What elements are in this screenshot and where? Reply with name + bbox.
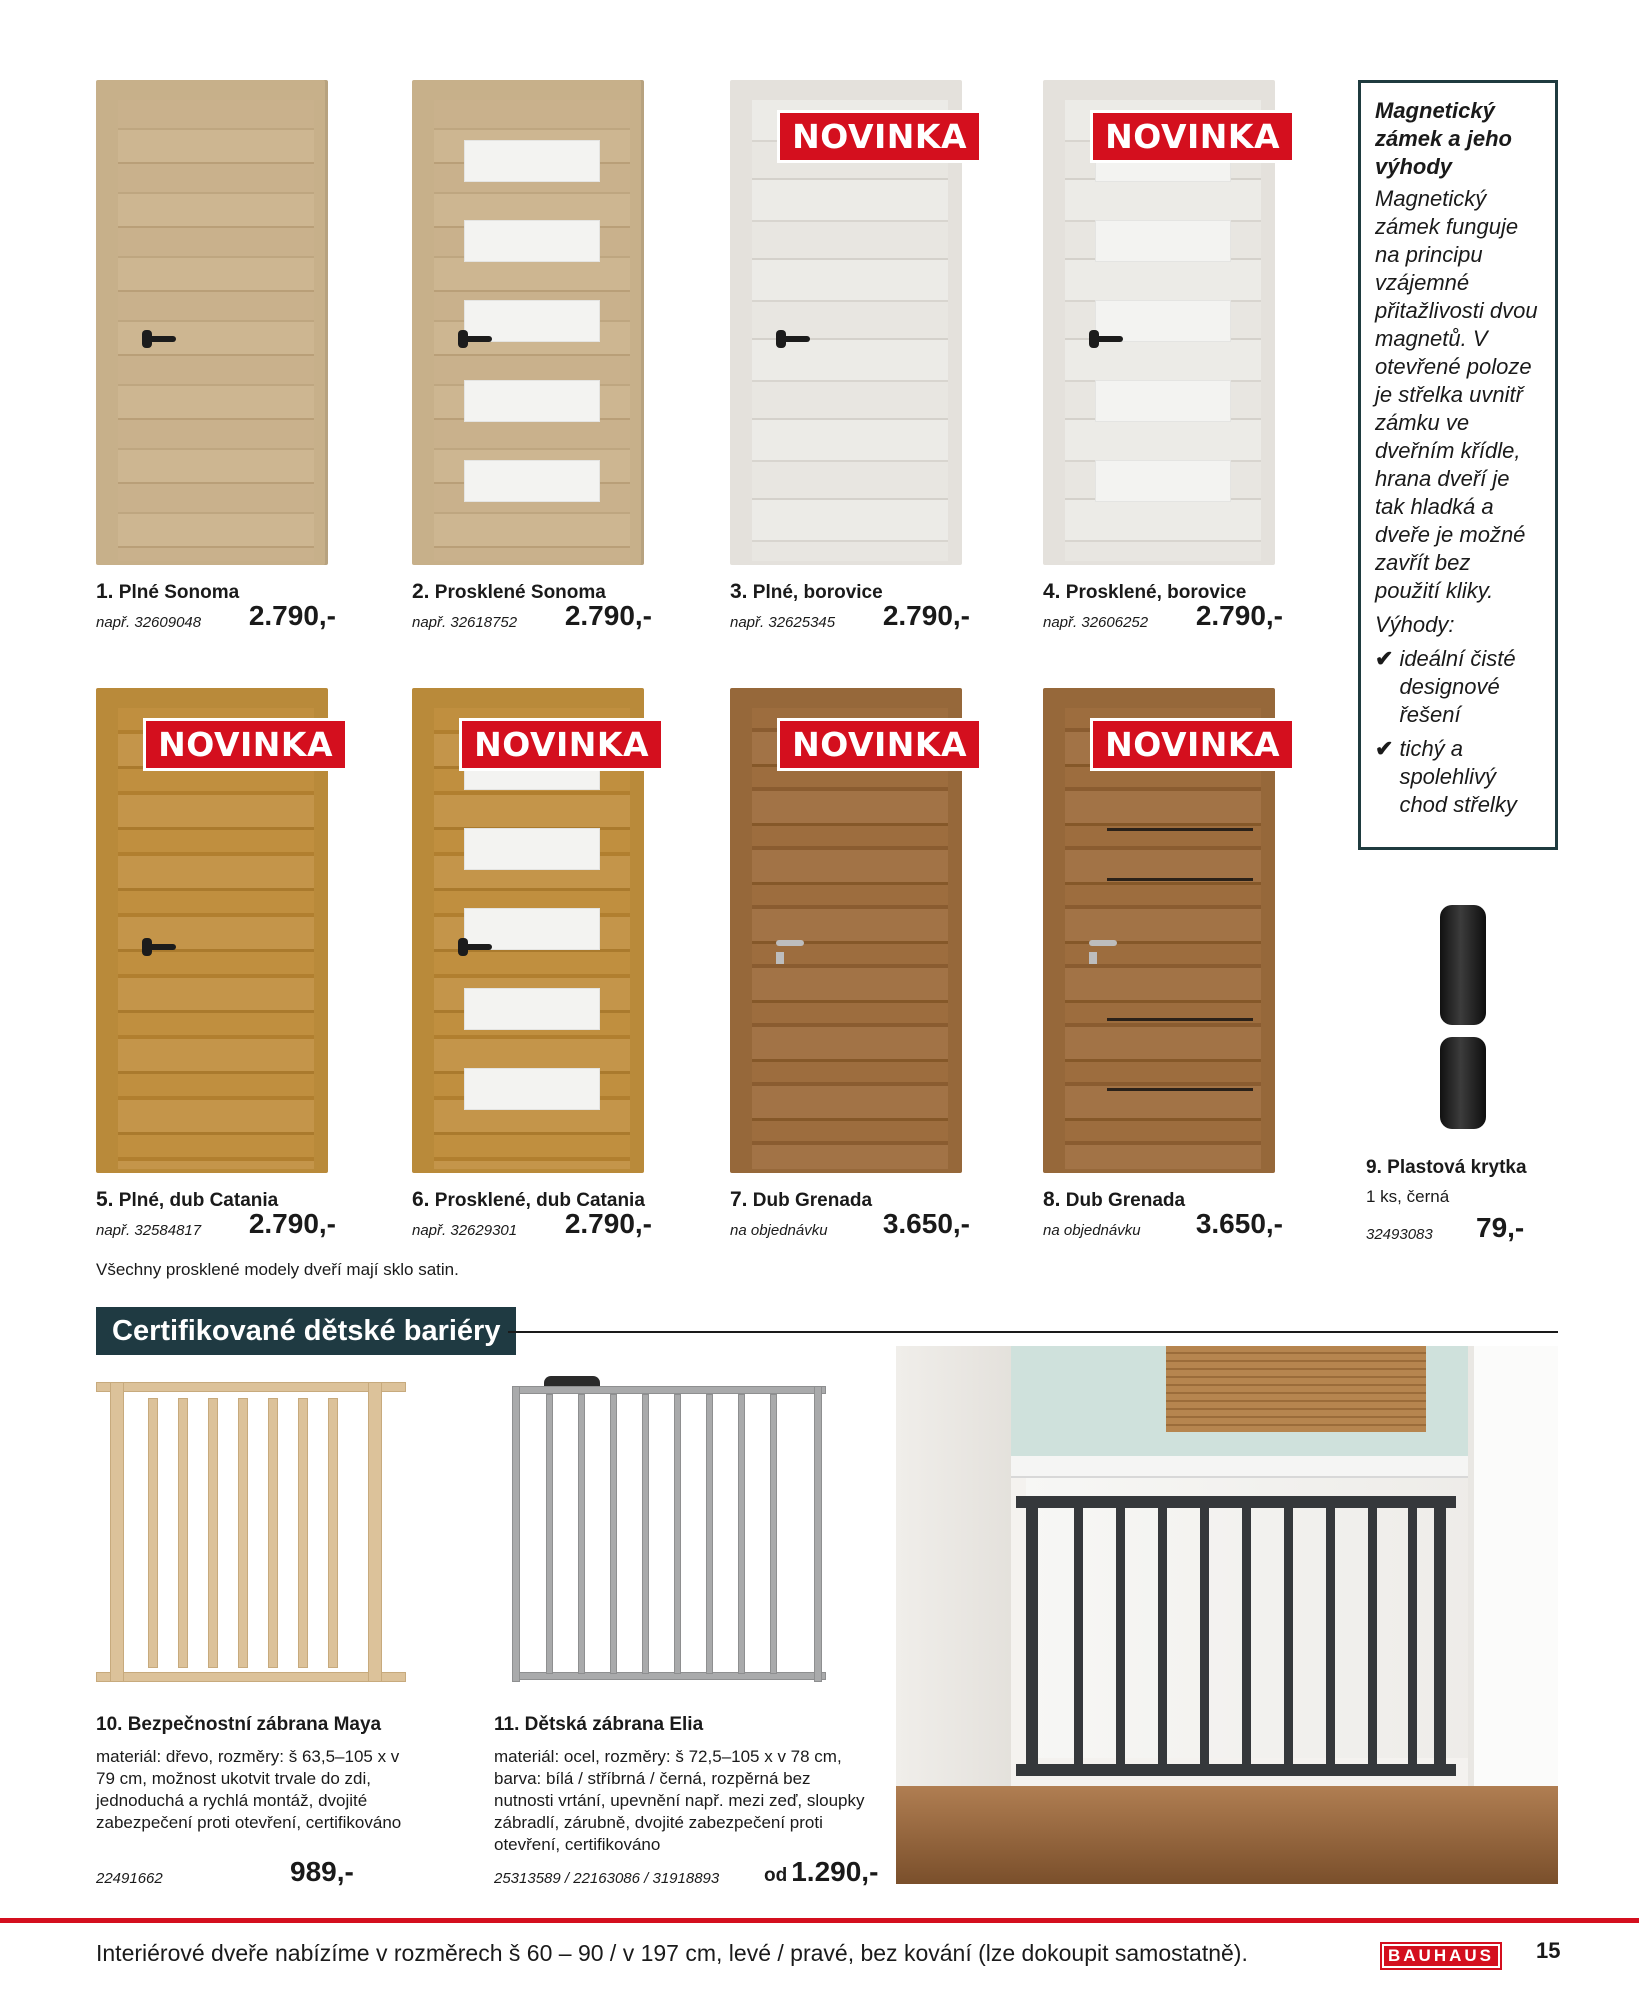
- check-icon: ✔: [1375, 736, 1394, 761]
- door-name: Dub Grenada: [747, 1190, 873, 1211]
- gate-maya-image: [96, 1376, 406, 1696]
- door-handle-icon: [462, 336, 492, 342]
- gate-bar: [1200, 1508, 1209, 1766]
- product-9-code: 32493083: [1366, 1226, 1433, 1243]
- section-divider: [508, 1331, 1558, 1333]
- door-price: 2.790,-: [564, 600, 652, 631]
- gate-bar: [642, 1394, 649, 1674]
- product-9-subtitle: 1 ks, černá: [1366, 1187, 1450, 1206]
- advantage-item: [1375, 645, 1541, 729]
- door-code: např. 32629301: [412, 1222, 518, 1239]
- advantage-text: ideální čisté designové řešení: [1399, 646, 1516, 727]
- door-handle-icon: [1089, 940, 1117, 946]
- gate-bar: [674, 1394, 681, 1674]
- gate-bar: [1242, 1508, 1251, 1766]
- door-leaf: [118, 708, 314, 1169]
- gate-bar: [1116, 1508, 1125, 1766]
- decor-stripe: [1107, 878, 1253, 881]
- novinka-badge: NOVINKA: [1090, 110, 1295, 163]
- door-number: 7.: [730, 1188, 748, 1211]
- door-name: Prosklené Sonoma: [429, 582, 606, 603]
- gate-bar: [1408, 1508, 1417, 1766]
- door-number: 1.: [96, 580, 114, 603]
- door-number: 5.: [96, 1188, 114, 1211]
- product-9-title: 9. Plastová krytka: [1366, 1157, 1527, 1178]
- door-leaf: [434, 708, 630, 1169]
- gate-10-description: materiál: dřevo, rozměry: š 63,5–105 x v 79 cm, možnost ukotvit trvale do zdi, jednoduchá a rychlá montáž, dvojité zabezpečení proti otevření, certifikováno: [96, 1747, 402, 1832]
- glass-panel: [464, 460, 600, 502]
- door-title: [96, 580, 239, 604]
- gate-bar: [268, 1398, 278, 1668]
- gate-bar: [1368, 1508, 1377, 1766]
- gate-bar: [738, 1394, 745, 1674]
- gate-bar: [148, 1398, 158, 1668]
- door-price: 2.790,-: [564, 1208, 652, 1239]
- door-number: 2.: [412, 580, 430, 603]
- door-handle-icon: [776, 940, 804, 946]
- gate-post: [1434, 1496, 1446, 1776]
- window-blind: [1166, 1346, 1426, 1432]
- door-image: [1043, 688, 1280, 1173]
- door-price: 3.650,-: [1195, 1208, 1283, 1239]
- decor-stripe: [1107, 828, 1253, 831]
- door-image: [412, 688, 649, 1173]
- check-icon: ✔: [1375, 646, 1394, 671]
- door-image: [730, 688, 967, 1173]
- advantage-item: [1375, 735, 1541, 819]
- door-leaf: [434, 100, 630, 561]
- gate-10-price: 989,-: [290, 1856, 354, 1887]
- door-name: Prosklené, dub Catania: [429, 1190, 645, 1211]
- door-leaf: [752, 100, 948, 561]
- footer-note: Interiérové dveře nabízíme v rozměrech š 60 – 90 / v 197 cm, levé / pravé, bez kování (lze dokoupit samostatně).: [96, 1940, 1248, 1966]
- door-leaf: [752, 708, 948, 1169]
- door-image: [96, 80, 328, 565]
- gate-bar: [706, 1394, 713, 1674]
- door-price: 3.650,-: [882, 1208, 970, 1239]
- door-price: 2.790,-: [248, 600, 336, 631]
- section-title: Certifikované dětské bariéry: [96, 1307, 516, 1355]
- magnet-cover-bottom-image: [1440, 1037, 1486, 1129]
- gate-top-rail: [96, 1382, 406, 1392]
- door-number: 8.: [1043, 1188, 1061, 1211]
- glass-panel: [464, 988, 600, 1030]
- door-handle-icon: [146, 336, 176, 342]
- gate-post: [368, 1382, 382, 1682]
- gate-bar: [1158, 1508, 1167, 1766]
- kitchen-gate-photo: [896, 1346, 1558, 1884]
- decor-stripe: [1107, 1088, 1253, 1091]
- decor-stripe: [1107, 1018, 1253, 1021]
- door-price: 2.790,-: [1195, 600, 1283, 631]
- door-code: např. 32609048: [96, 614, 202, 631]
- door-price: 2.790,-: [882, 600, 970, 631]
- door-code: např. 32606252: [1043, 614, 1149, 631]
- glass-panel: [464, 220, 600, 262]
- door-handle-icon: [146, 944, 176, 950]
- gate-post: [512, 1386, 520, 1682]
- gate-bar: [546, 1394, 553, 1674]
- novinka-badge: NOVINKA: [1090, 718, 1295, 771]
- door-handle-icon: [462, 944, 492, 950]
- gate-bar: [610, 1394, 617, 1674]
- door-title: [730, 1188, 872, 1212]
- door-leaf: [118, 100, 314, 561]
- gate-bottom-rail: [96, 1672, 406, 1682]
- glass-panel: [1095, 460, 1231, 502]
- glass-panel: [464, 140, 600, 182]
- door-price: 2.790,-: [248, 1208, 336, 1239]
- wood-floor: [896, 1786, 1558, 1884]
- infobox-heading: Magnetický zámek a jeho výhody: [1375, 98, 1512, 179]
- gate-post: [1026, 1496, 1038, 1776]
- glass-note: Všechny prosklené modely dveří mají sklo satin.: [96, 1260, 459, 1279]
- gate-11-description: materiál: ocel, rozměry: š 72,5–105 x v 78 cm, barva: bílá / stříbrná / černá, rozpěrná bez nutnosti vrtání, upevnění např. mezi zeď, sloupky zábradlí, zárubně, dvojité zabezpečení proti otevření, certifikováno: [494, 1747, 865, 1854]
- bauhaus-logo: BAUHAUS: [1380, 1942, 1502, 1970]
- door-image: [1043, 80, 1280, 565]
- gate-11-price: od 1.290,-: [764, 1856, 879, 1887]
- gate-post: [814, 1386, 822, 1682]
- door-code: např. 32618752: [412, 614, 518, 631]
- page-number: 15: [1536, 1938, 1561, 1963]
- gate-bar: [770, 1394, 777, 1674]
- gate-bottom-rail: [512, 1672, 826, 1680]
- advantage-text: tichý a spolehlivý chod střelky: [1399, 736, 1517, 817]
- installed-gate: [1016, 1486, 1456, 1786]
- footer-rule: [0, 1918, 1639, 1923]
- magnetic-lock-infobox: [1358, 80, 1558, 850]
- gate-11-title: 11. Dětská zábrana Elia: [494, 1714, 704, 1735]
- gate-elia-image: [506, 1376, 832, 1692]
- glass-panel: [1095, 220, 1231, 262]
- product-9-price: 79,-: [1476, 1212, 1525, 1243]
- door-code: na objednávku: [730, 1222, 828, 1239]
- glass-panel: [1095, 380, 1231, 422]
- gate-bar: [328, 1398, 338, 1668]
- gate-10-code: 22491662: [96, 1870, 163, 1887]
- novinka-badge: NOVINKA: [777, 718, 982, 771]
- novinka-badge: NOVINKA: [459, 718, 664, 771]
- door-leaf: [1065, 708, 1261, 1169]
- novinka-badge: NOVINKA: [143, 718, 348, 771]
- door-handle-icon: [780, 336, 810, 342]
- gate-post: [110, 1382, 124, 1682]
- gate-bar: [1326, 1508, 1335, 1766]
- glass-panel: [464, 380, 600, 422]
- gate-top-rail: [512, 1386, 826, 1394]
- gate-10-title: 10. Bezpečnostní zábrana Maya: [96, 1714, 382, 1735]
- glass-panel: [464, 1068, 600, 1110]
- door-title: [730, 580, 883, 604]
- magnet-cover-top-image: [1440, 905, 1486, 1025]
- door-title: [1043, 1188, 1185, 1212]
- door-name: Plné, borovice: [747, 582, 883, 603]
- door-name: Prosklené, borovice: [1060, 582, 1247, 603]
- glass-panel: [464, 828, 600, 870]
- door-number: 3.: [730, 580, 748, 603]
- gate-bar: [1284, 1508, 1293, 1766]
- price-prefix: od: [764, 1865, 788, 1886]
- gate-bar: [178, 1398, 188, 1668]
- gate-bar: [1074, 1508, 1083, 1766]
- door-number: 4.: [1043, 580, 1061, 603]
- infobox-body: Magnetický zámek funguje na principu vzájemné přitažlivosti dvou magnetů. V otevřené poloze je střelka uvnitř zámku ve dveřním křídle, hrana dveří je tak hladká a dveře je možné zavřít bez použití kliky.: [1375, 186, 1538, 603]
- novinka-badge: NOVINKA: [777, 110, 982, 163]
- door-handle-icon: [1093, 336, 1123, 342]
- gate-bar: [208, 1398, 218, 1668]
- door-name: Plné Sonoma: [113, 582, 240, 603]
- gate-bar: [238, 1398, 248, 1668]
- door-image: [96, 688, 333, 1173]
- gate-bar: [298, 1398, 308, 1668]
- door-name: Plné, dub Catania: [113, 1190, 279, 1211]
- door-leaf: [1065, 100, 1261, 561]
- door-code: např. 32584817: [96, 1222, 202, 1239]
- advantages-label: Výhody:: [1375, 612, 1455, 637]
- door-number: 6.: [412, 1188, 430, 1211]
- door-image: [412, 80, 644, 565]
- door-code: např. 32625345: [730, 614, 836, 631]
- gate-11-code: 25313589 / 22163086 / 31918893: [494, 1870, 720, 1887]
- gate-bar: [578, 1394, 585, 1674]
- door-image: [730, 80, 967, 565]
- door-name: Dub Grenada: [1060, 1190, 1186, 1211]
- gate-top-rail: [1016, 1496, 1456, 1508]
- door-code: na objednávku: [1043, 1222, 1141, 1239]
